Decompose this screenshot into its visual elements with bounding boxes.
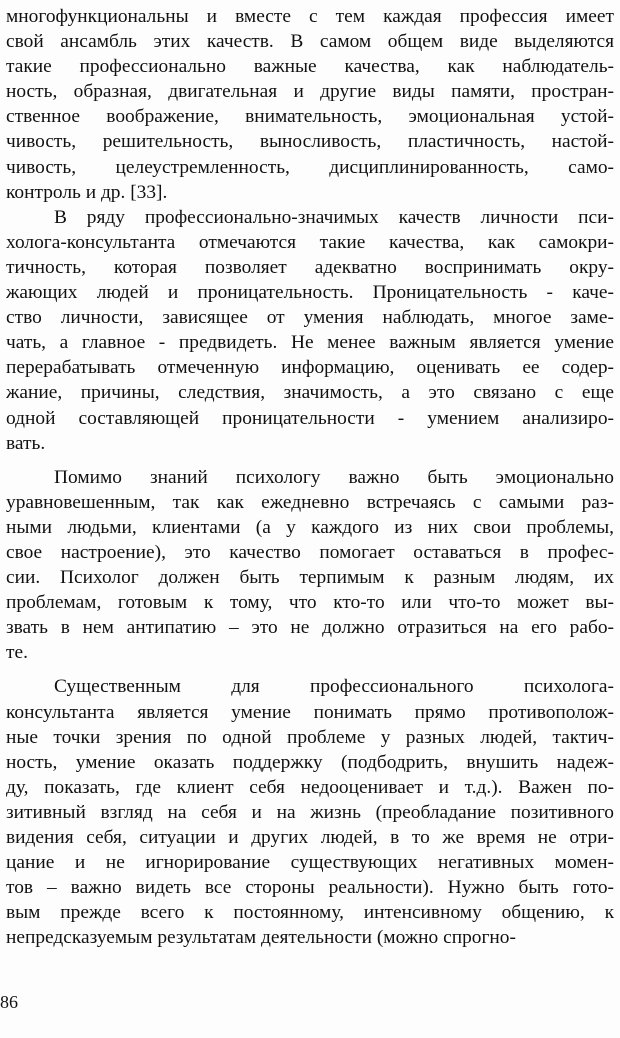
text-line: тичность, которая позволяет адекватно воспринимать окру- — [6, 256, 614, 278]
text-line: уравновешенным, так как ежедневно встречаясь с самыми раз- — [6, 491, 614, 513]
text-line: ные точки зрения по одной проблеме у разных людей, тактич- — [6, 726, 614, 748]
text-line: видения себя, ситуации и других людей, в то же время не отри- — [6, 827, 614, 848]
text-line: Существенным для профессионального психолога- — [54, 676, 614, 698]
text-line: многофункциональны и вместе с тем каждая профессия имеет — [6, 6, 614, 27]
text-line: ство личности, зависящее от умения наблюдать, многое заме- — [6, 307, 614, 329]
text-line: зитивный взгляд на себя и на жизнь (преобладание позитивного — [6, 801, 614, 823]
text-line: чивость, решительность, выносливость, пластичность, настой- — [6, 131, 614, 153]
text-line: тов – важно видеть все стороны реальности). Нужно быть гото- — [6, 877, 614, 899]
paragraph — [6, 4, 614, 205]
text-line: контроль и др. [33]. — [6, 181, 168, 203]
text-line: ственное воображение, внимательность, эмоциональная устой- — [6, 106, 614, 128]
text-line: жающих людей и проницательность. Проницательность - каче- — [6, 282, 614, 304]
text-line: звать в нем антипатию – это не должно отразиться на его рабо- — [6, 617, 614, 639]
text-line: ность, умение оказать поддержку (подбодрить, внушить надеж- — [6, 751, 614, 773]
paragraph-gap — [6, 456, 614, 465]
text-line: те. — [6, 642, 28, 664]
paragraph — [6, 205, 614, 456]
text-line: одной составляющей проницательности - умением анализиро- — [6, 407, 614, 429]
text-line: проблемам, готовым к тому, что кто-то или что-то может вы- — [6, 592, 614, 614]
text-line: такие профессионально важные качества, как наблюдатель- — [6, 56, 614, 78]
text-line: чать, а главное - предвидеть. Не менее важным является умение — [6, 332, 614, 354]
text-line: ными людьми, клиентами (а у каждого из них свои проблемы, — [6, 516, 614, 538]
text-line: ность, образная, двигательная и другие виды памяти, простран- — [6, 81, 614, 103]
text-line: консультанта является умение понимать прямо противополож- — [6, 701, 614, 723]
text-line: сии. Психолог должен быть терпимым к разным людям, их — [6, 567, 614, 589]
text-line: Помимо знаний психологу важно быть эмоционально — [54, 466, 614, 488]
text-line: холога-консультанта отмечаются такие качества, как самокри- — [6, 231, 614, 253]
text-line: свое настроение), это качество помогает оставаться в профес- — [6, 541, 614, 563]
text-line: В ряду профессионально-значимых качеств личности пси- — [54, 206, 614, 228]
page-number: 86 — [0, 992, 18, 1012]
text-line: перерабатывать отмеченную информацию, оценивать ее содер- — [6, 357, 614, 379]
text-line: вым прежде всего к постоянному, интенсивному общению, к — [6, 902, 614, 924]
text-line: непредсказуемым результатам деятельности (можно спрогно- — [6, 927, 516, 949]
paragraph — [6, 465, 614, 666]
paragraph-gap — [6, 665, 614, 674]
text-line: свой ансамбль этих качеств. В самом общем виде выделяются — [6, 31, 614, 53]
text-line: цание и не игнорирование существующих негативных момен- — [6, 852, 614, 874]
body-text — [6, 4, 614, 950]
paragraph — [6, 674, 614, 950]
text-line: ду, показать, где клиент себя недооценивает и т.д.). Важен по- — [6, 776, 614, 798]
text-line: жание, причины, следствия, значимость, а это связано с еще — [6, 382, 614, 404]
text-line: чивость, целеустремленность, дисциплинированность, само- — [6, 156, 614, 178]
text-line: вать. — [6, 432, 46, 454]
